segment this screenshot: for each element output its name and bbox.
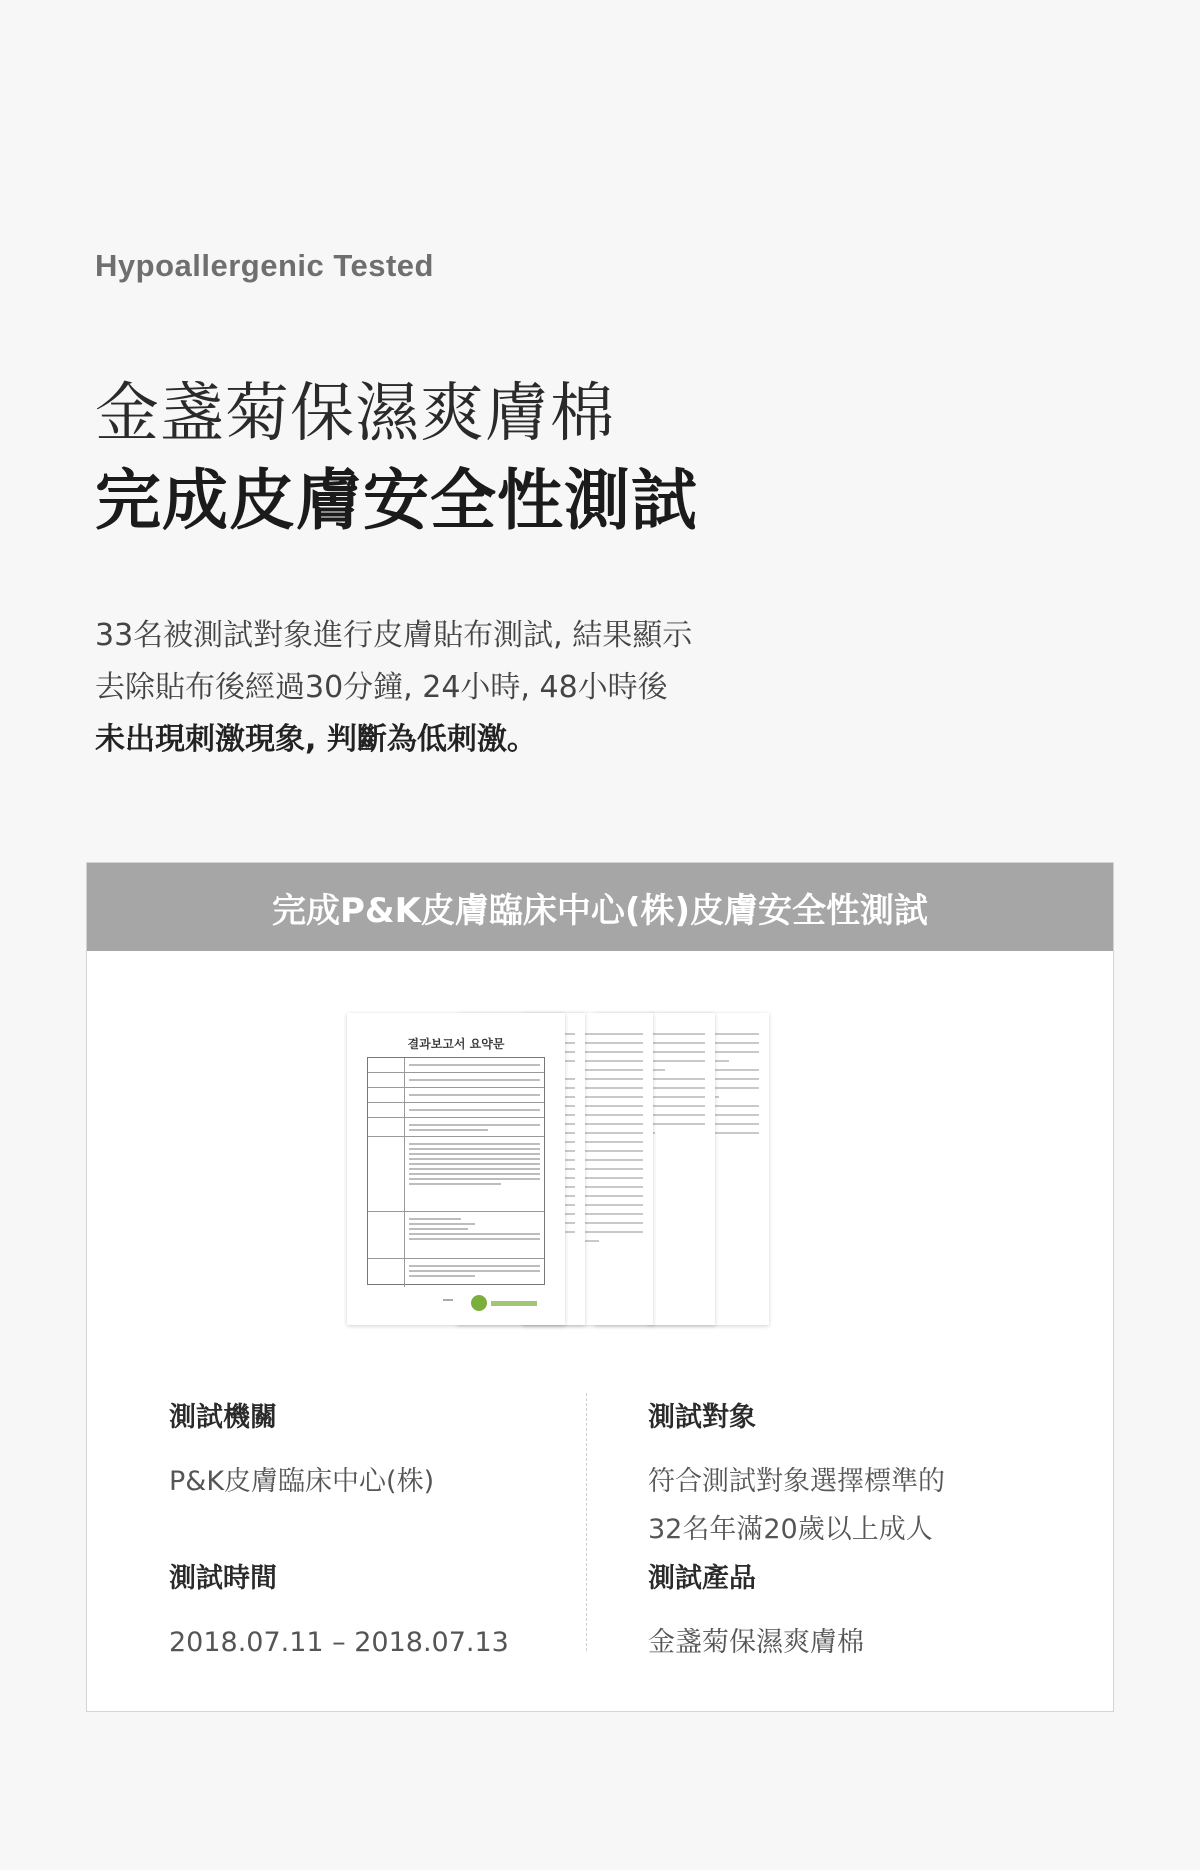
subject-value-line1: 符合測試對象選擇標準的 xyxy=(648,1466,945,1497)
period-label: 測試時間 xyxy=(169,1563,277,1594)
report-document-stack xyxy=(347,1013,867,1325)
page-number-mark xyxy=(443,1299,453,1301)
column-divider xyxy=(586,1393,587,1651)
eyebrow-label: Hypoallergenic Tested xyxy=(95,248,434,283)
product-label: 測試產品 xyxy=(648,1563,756,1594)
subject-value xyxy=(648,1458,945,1554)
description-line3: 未出現刺激現象, 判斷為低刺激。 xyxy=(95,722,537,757)
card-header: 完成P&K皮膚臨床中心(株)皮膚安全性測試 xyxy=(87,863,1113,951)
page-title-line2: 完成皮膚安全性測試 xyxy=(95,462,698,539)
report-page-1 xyxy=(347,1013,565,1325)
description-line2: 去除貼布後經過30分鐘, 24小時, 48小時後 xyxy=(95,670,668,705)
description xyxy=(95,610,692,766)
page-title-line1: 金盞菊保濕爽膚棉 xyxy=(95,377,615,451)
info-subject xyxy=(648,1395,945,1554)
subject-value-line2: 32名年滿20歲以上成人 xyxy=(648,1514,933,1545)
agency-value: P&K皮膚臨床中心(株) xyxy=(169,1466,435,1497)
product-value: 金盞菊保濕爽膚棉 xyxy=(648,1627,864,1658)
info-agency xyxy=(169,1395,434,1506)
description-line1: 33名被測試對象進行皮膚貼布測試, 結果顯示 xyxy=(95,618,693,653)
agency-label: 測試機關 xyxy=(169,1402,277,1433)
period-value: 2018.07.11 – 2018.07.13 xyxy=(169,1627,509,1658)
test-report-card xyxy=(86,862,1114,1712)
clinic-logo xyxy=(471,1295,537,1311)
info-product xyxy=(648,1556,864,1667)
info-period xyxy=(169,1556,509,1667)
subject-label: 測試對象 xyxy=(648,1402,756,1433)
report-summary-title: 결과보고서 요약문 xyxy=(407,1037,505,1051)
report-summary-table xyxy=(367,1057,545,1285)
